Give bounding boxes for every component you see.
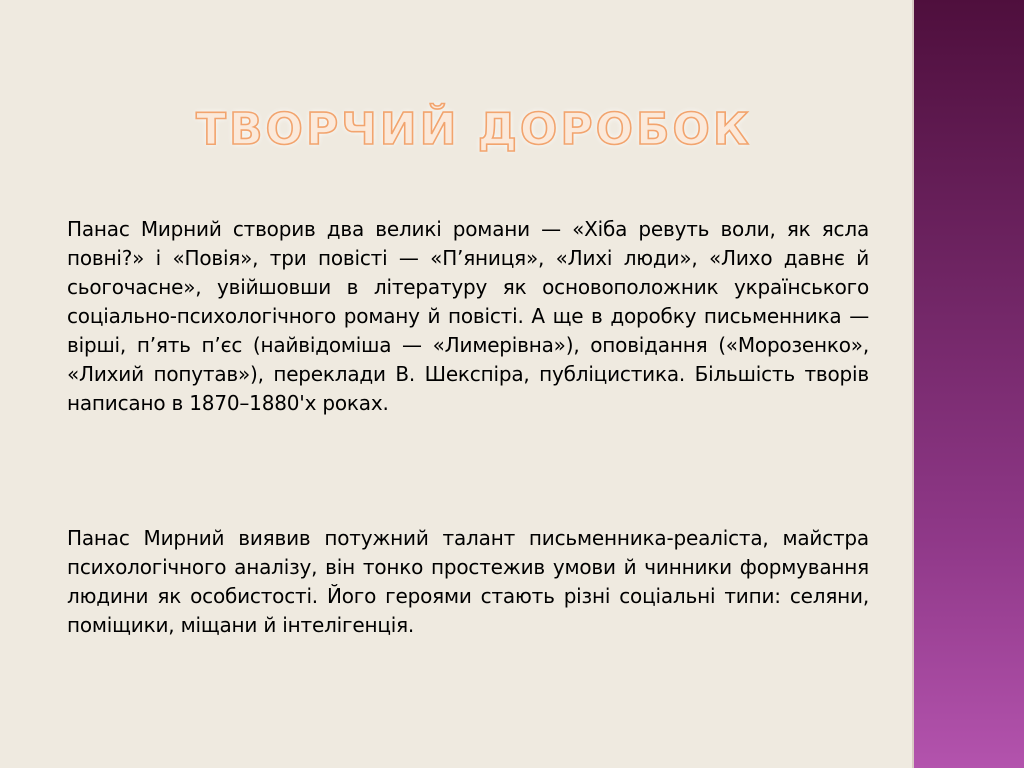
body-paragraph-1: Панас Мирний створив два великі романи — «Хіба ревуть воли, як ясла повні?» і «Повія», три повісті — «П’яниця», «Лихі люди», «Лихо давнє й сьогочасне», увійшовши в літературу як основоположник українського соціально-психологічного роману й повісті. А ще в доробку письменника — вірші, п’ять п’єс (найвідоміша — «Лимерівна»), оповідання («Морозенко», «Лихий попутав»), переклади В. Шекспіра, публіцистика. Більшість творів написано в 1870–1880'х роках. [67, 217, 869, 415]
slide-title: ТВОРЧИЙ ДОРОБОК [196, 104, 752, 155]
decorative-side-band [912, 0, 1024, 768]
body-paragraph-2: Панас Мирний виявив потужний талант письменника-реаліста, майстра психологічного аналізу, він тонко простежив умови й чинники формування людини як особистості. Його героями стають різні соціальні типи: селяни, поміщики, міщани й інтелігенція. [67, 526, 869, 637]
